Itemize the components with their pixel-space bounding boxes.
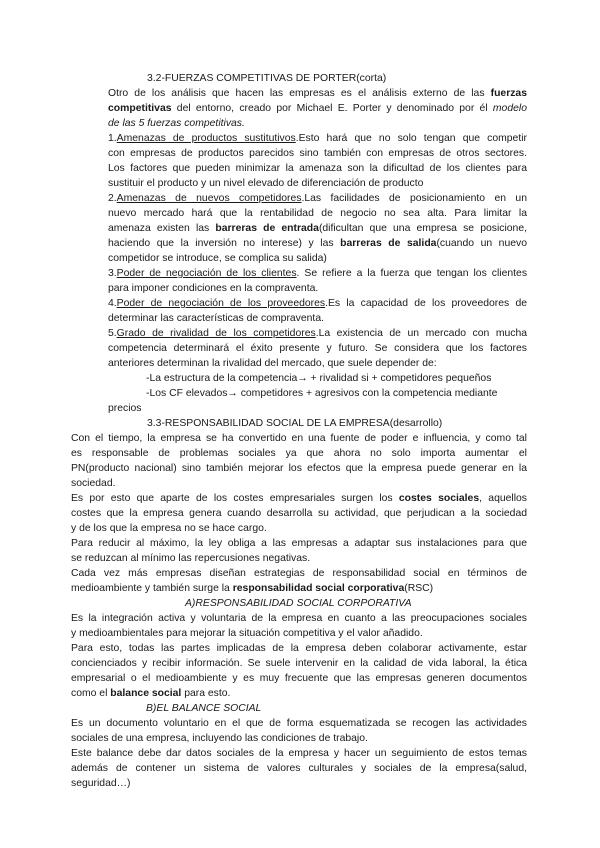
rse-p1-line-2: es responsable de problemas sociales ya que ahora no solo importa aumentar el [71, 448, 527, 459]
force-4-line-2: determinar las características de compraventa. [108, 313, 324, 324]
bs-line-3: Este balance debe dar datos sociales de la empresa y hacer un seguimiento de estos temas [71, 748, 527, 759]
bs-line-4: además de contener un sistema de valores culturales y sociales de la empresa(salud, [71, 763, 527, 774]
porter-intro-line-3: de las 5 fuerzas competitivas. [108, 118, 245, 129]
force-3-line-1: 3.Poder de negociación de los clientes. Se refiere a la fuerza que tengan los clientes [108, 268, 528, 279]
rse-p3-line-2: se reduzcan al mínimo las repercusiones negativas. [71, 553, 311, 564]
force-1-title: Amenazas de productos sustitutivos [116, 133, 296, 144]
rsc-line-6: como el balance social para esto. [71, 688, 231, 699]
force-2-line-4: haciendo que la inversión no interese) y las barreras de salida(cuando un nuevo [108, 238, 527, 249]
rse-p3-line-1: Para reducir al máximo, la ley obliga a las empresas a adaptar sus instalaciones para que [71, 538, 527, 549]
force-1-line-1: 1.Amenazas de productos sustitutivos.Esto hará que no solo tengan que competir [108, 133, 527, 144]
bs-line-1: Es un documento voluntario en el que de forma esquematizada se recogen las actividades [71, 718, 527, 729]
force-2-line-1: 2.Amenazas de nuevos competidores.Las facilidades de posicionamiento en un [108, 193, 527, 204]
force-2-line-3: amenaza existen las barreras de entrada(dificultan que una empresa se posicione, [108, 223, 527, 234]
rse-p2-line-3: y de los que la empresa no se hace cargo. [71, 523, 267, 534]
force-3-line-2: para imponer condiciones en la compraventa. [108, 283, 319, 294]
force-1-line-4: sustituir el producto y un nivel elevado de diferenciación de producto [108, 178, 424, 189]
force-5-line-2: competencia determinará el éxito presente y futuro. Se considera que los factores [108, 343, 527, 354]
porter-intro-line-2: competitivas del entorno, creado por Michael E. Porter y denominado por él modelo [108, 103, 527, 114]
force-2-title: Amenazas de nuevos competidores [116, 193, 302, 204]
rse-p1-line-4: sociedad. [71, 478, 116, 489]
rse-p1-line-1: Con el tiempo, la empresa se ha convertido en una fuente de poder e influencia, y como tal [71, 433, 527, 444]
force-5-line-1: 5.Grado de rivalidad de los competidores.La existencia de un mercado con mucha [108, 328, 528, 339]
rse-p1-line-3: PN(producto nacional) sino también mejorar los efectos que la empresa puede generar en la [71, 463, 527, 474]
force-4-title: Poder de negociación de los proveedores [116, 298, 326, 309]
force-2-line-5: competidor se introduce, se complica su salida) [108, 253, 327, 264]
rsc-line-2: y medioambientales para mejorar la situación competitiva y el valor añadido. [71, 628, 423, 639]
force-1-line-2: con empresas de productos parecidos sino también con empresas de otros sectores. [108, 148, 527, 159]
rse-p2-line-2: costes que la empresa genera cuando desarrolla su actividad, que perjudican a la sociedad [71, 508, 527, 519]
rsc-line-5: empresarial o el medioambiente y es muy frecuente que las empresas generen documentos [71, 673, 527, 684]
subheading-rsc: A)RESPONSABILIDAD SOCIAL CORPORATIVA [185, 598, 412, 609]
rse-p4-line-2: medioambiente y también surge la responsabilidad social corporativa(RSC) [71, 583, 434, 594]
section-heading-rse: 3.3-RESPONSABILIDAD SOCIAL DE LA EMPRESA(desarrollo) [147, 418, 443, 429]
force-5-bullet-2: -Los CF elevados→ competidores + agresivos con la competencia mediante [146, 388, 498, 399]
rse-p2-line-1: Es por esto que aparte de los costes empresariales surgen los costes sociales, aquellos [71, 493, 528, 504]
force-5-title: Grado de rivalidad de los competidores [116, 328, 316, 339]
force-3-title: Poder de negociación de los clientes [116, 268, 297, 279]
force-2-line-2: nuevo mercado hará que la rentabilidad de negocio no sea alta. Para limitar la [108, 208, 527, 219]
section-heading-porter: 3.2-FUERZAS COMPETITIVAS DE PORTER(corta) [147, 73, 387, 84]
rsc-line-3: Para esto, todas las partes implicadas de la empresa deben colaborar activamente, estar [71, 643, 527, 654]
rsc-line-4: concienciados y recibir información. Se suele intervenir en la calidad de vida laboral, la ética [71, 658, 527, 669]
force-5-bullet-1: -La estructura de la competencia→ + rivalidad si + competidores pequeños [146, 373, 492, 384]
bs-line-5: seguridad…) [71, 778, 131, 789]
bs-line-2: sociales de una empresa, incluyendo las condiciones de trabajo. [71, 733, 368, 744]
force-1-line-3: Los factores que pueden minimizar la amenaza son la dificultad de los clientes para [108, 163, 527, 174]
subheading-balance-social: B)EL BALANCE SOCIAL [146, 703, 262, 714]
rse-p4-line-1: Cada vez más empresas diseñan estrategias de responsabilidad social en términos de [71, 568, 527, 579]
rsc-line-1: Es la integración activa y voluntaria de la empresa en cuanto a las preocupaciones sociales [71, 613, 527, 624]
force-5-bullet-2-cont: precios [108, 403, 142, 414]
force-5-line-3: anteriores determinan la rivalidad del mercado, que suele depender de: [108, 358, 437, 369]
force-4-line-1: 4.Poder de negociación de los proveedores.Es la capacidad de los proveedores de [108, 298, 528, 309]
porter-intro-line-1: Otro de los análisis que hacen las empresas es el análisis externo de las fuerzas [108, 88, 527, 99]
